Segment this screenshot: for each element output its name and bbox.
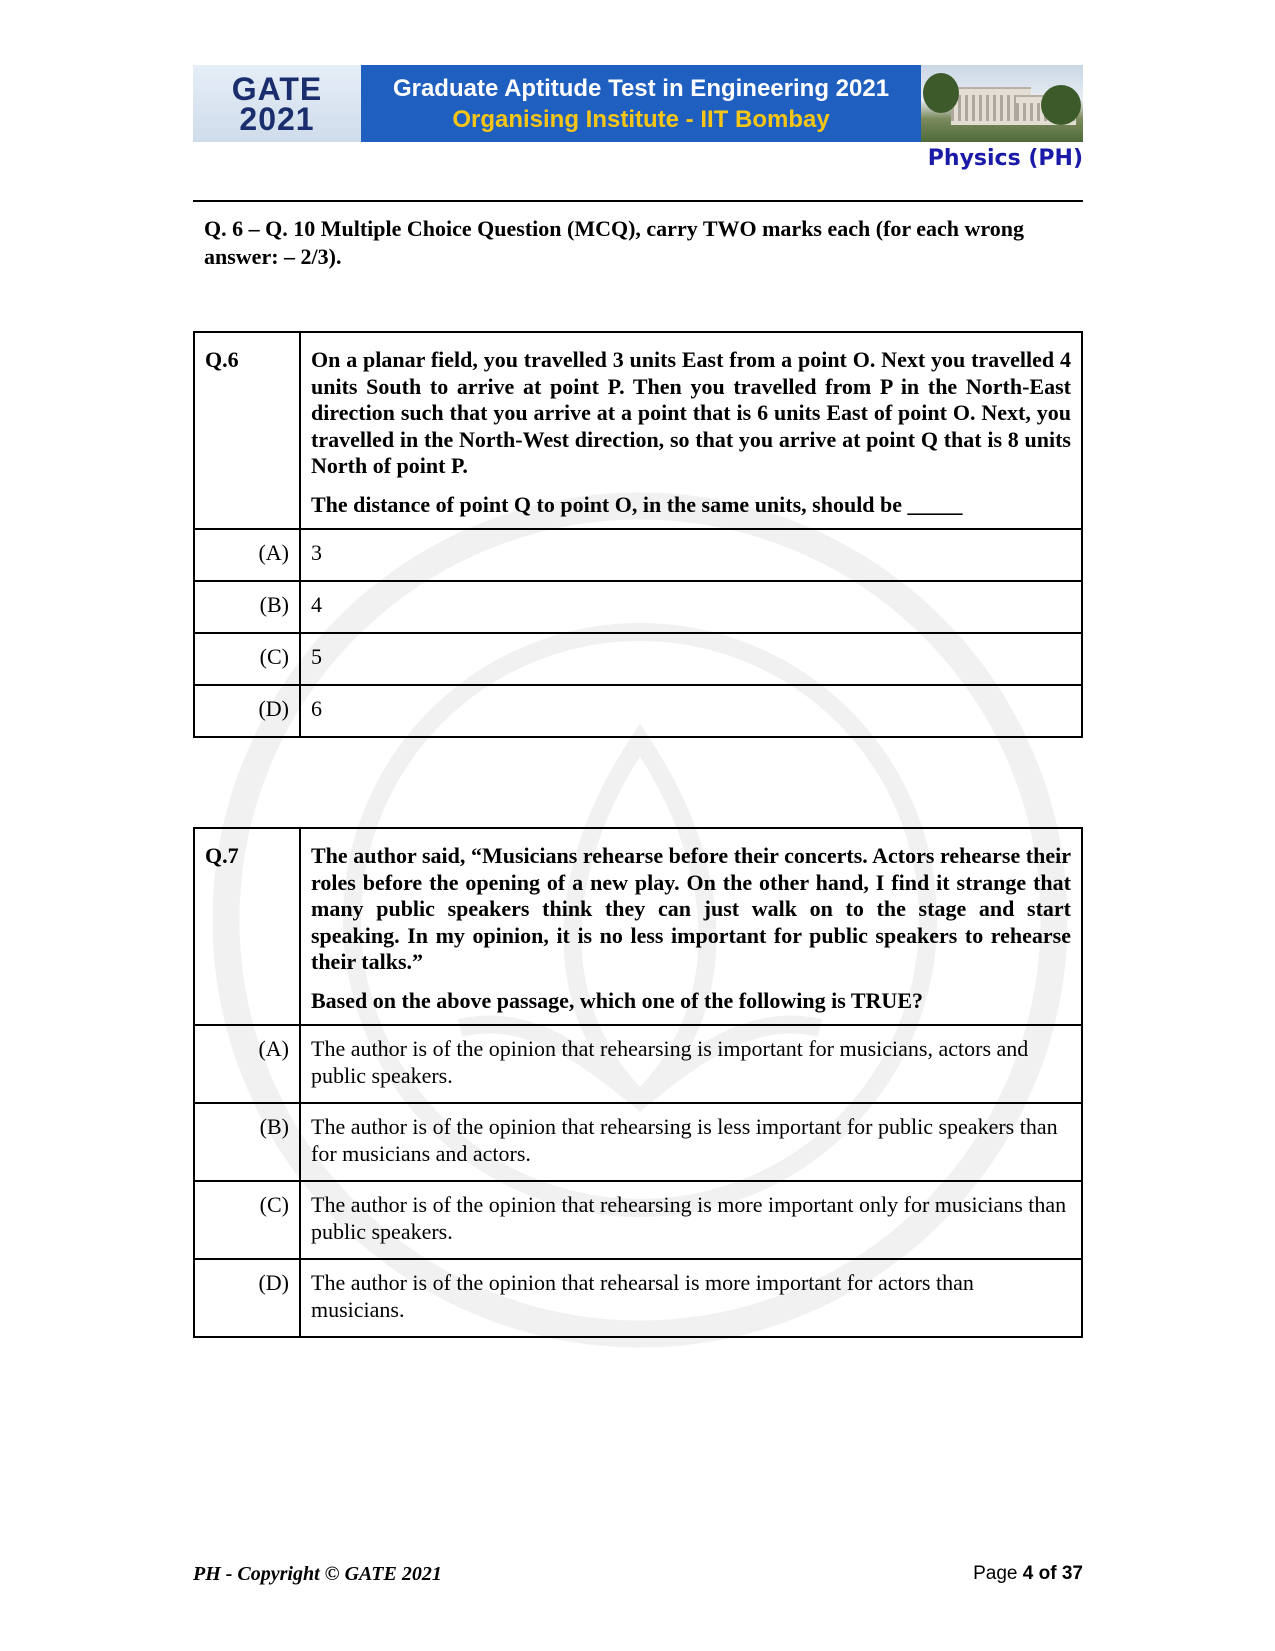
option-row[interactable]: [194, 685, 1082, 737]
option-text: 4: [300, 581, 1082, 633]
page-current: 4: [1022, 1563, 1034, 1584]
option-text: The author is of the opinion that rehearsing is less important for public speakers than for musicians and actors.: [300, 1103, 1082, 1181]
option-label: (D): [194, 1259, 300, 1337]
option-row[interactable]: [194, 1181, 1082, 1259]
option-text: 6: [300, 685, 1082, 737]
page-of: of: [1038, 1563, 1057, 1584]
option-row[interactable]: [194, 1025, 1082, 1103]
option-row[interactable]: [194, 529, 1082, 581]
option-text: 5: [300, 633, 1082, 685]
banner-title: [361, 65, 921, 142]
question-table-q7: [193, 827, 1083, 1338]
page-total: 37: [1061, 1563, 1083, 1584]
option-label: (A): [194, 1025, 300, 1103]
option-label: (B): [194, 581, 300, 633]
option-label: (D): [194, 685, 300, 737]
question-text: The author said, “Musicians rehearse before their concerts. Actors rehearse their roles before the opening of a new play. On the other hand, I find it strange that many public speakers think they can just walk on to the stage and start speaking. In my opinion, it is no less important for public speakers to rehearse their talks.”: [311, 843, 1071, 974]
campus-photo: [921, 65, 1083, 142]
gate-logo: [193, 65, 361, 142]
question-number: Q.6: [194, 332, 300, 529]
question-ask: The distance of point Q to point O, in the same units, should be _____: [311, 491, 963, 517]
footer-copyright: PH - Copyright © GATE 2021: [193, 1563, 442, 1585]
option-row[interactable]: [194, 1103, 1082, 1181]
option-row[interactable]: [194, 633, 1082, 685]
page-number: [973, 1563, 1083, 1585]
option-text: 3: [300, 529, 1082, 581]
question-text: On a planar field, you travelled 3 units East from a point O. Next you travelled 4 units South to arrive at point P. Then you travelled from P in the North-East direction such that you arrive at a point that is 6 units East of point O. Next, you travelled in the North-West direction, so that you arrive at point Q that is 8 units North of point P.: [311, 347, 1071, 478]
logo-gate-text: GATE: [231, 70, 323, 107]
option-label: (C): [194, 633, 300, 685]
subject-label: Physics (PH): [927, 146, 1083, 171]
question-body: [300, 828, 1082, 1025]
header-divider: [193, 200, 1083, 202]
section-heading: Q. 6 – Q. 10 Multiple Choice Question (MCQ), carry TWO marks each (for each wrong answer: – 2/3).: [204, 216, 1025, 269]
organising-institute: Organising Institute - IIT Bombay: [452, 105, 830, 133]
exam-title: Graduate Aptitude Test in Engineering 2021: [392, 74, 890, 102]
option-text: The author is of the opinion that rehearsal is more important for actors than musicians.: [300, 1259, 1082, 1337]
option-label: (B): [194, 1103, 300, 1181]
option-text: The author is of the opinion that rehearsing is important for musicians, actors and public speakers.: [300, 1025, 1082, 1103]
tree-image: [923, 73, 959, 113]
option-label: (C): [194, 1181, 300, 1259]
logo-year-text: 2021: [239, 100, 315, 137]
tree-image: [1041, 85, 1081, 125]
question-number: Q.7: [194, 828, 300, 1025]
option-row[interactable]: [194, 581, 1082, 633]
option-text: The author is of the opinion that rehearsing is more important only for musicians than public speakers.: [300, 1181, 1082, 1259]
question-table-q6: [193, 331, 1083, 738]
question-ask: Based on the above passage, which one of the following is TRUE?: [311, 987, 923, 1013]
option-row[interactable]: [194, 1259, 1082, 1337]
option-label: (A): [194, 529, 300, 581]
header-banner: [193, 65, 1083, 142]
question-body: [300, 332, 1082, 529]
page-prefix: Page: [973, 1563, 1018, 1584]
